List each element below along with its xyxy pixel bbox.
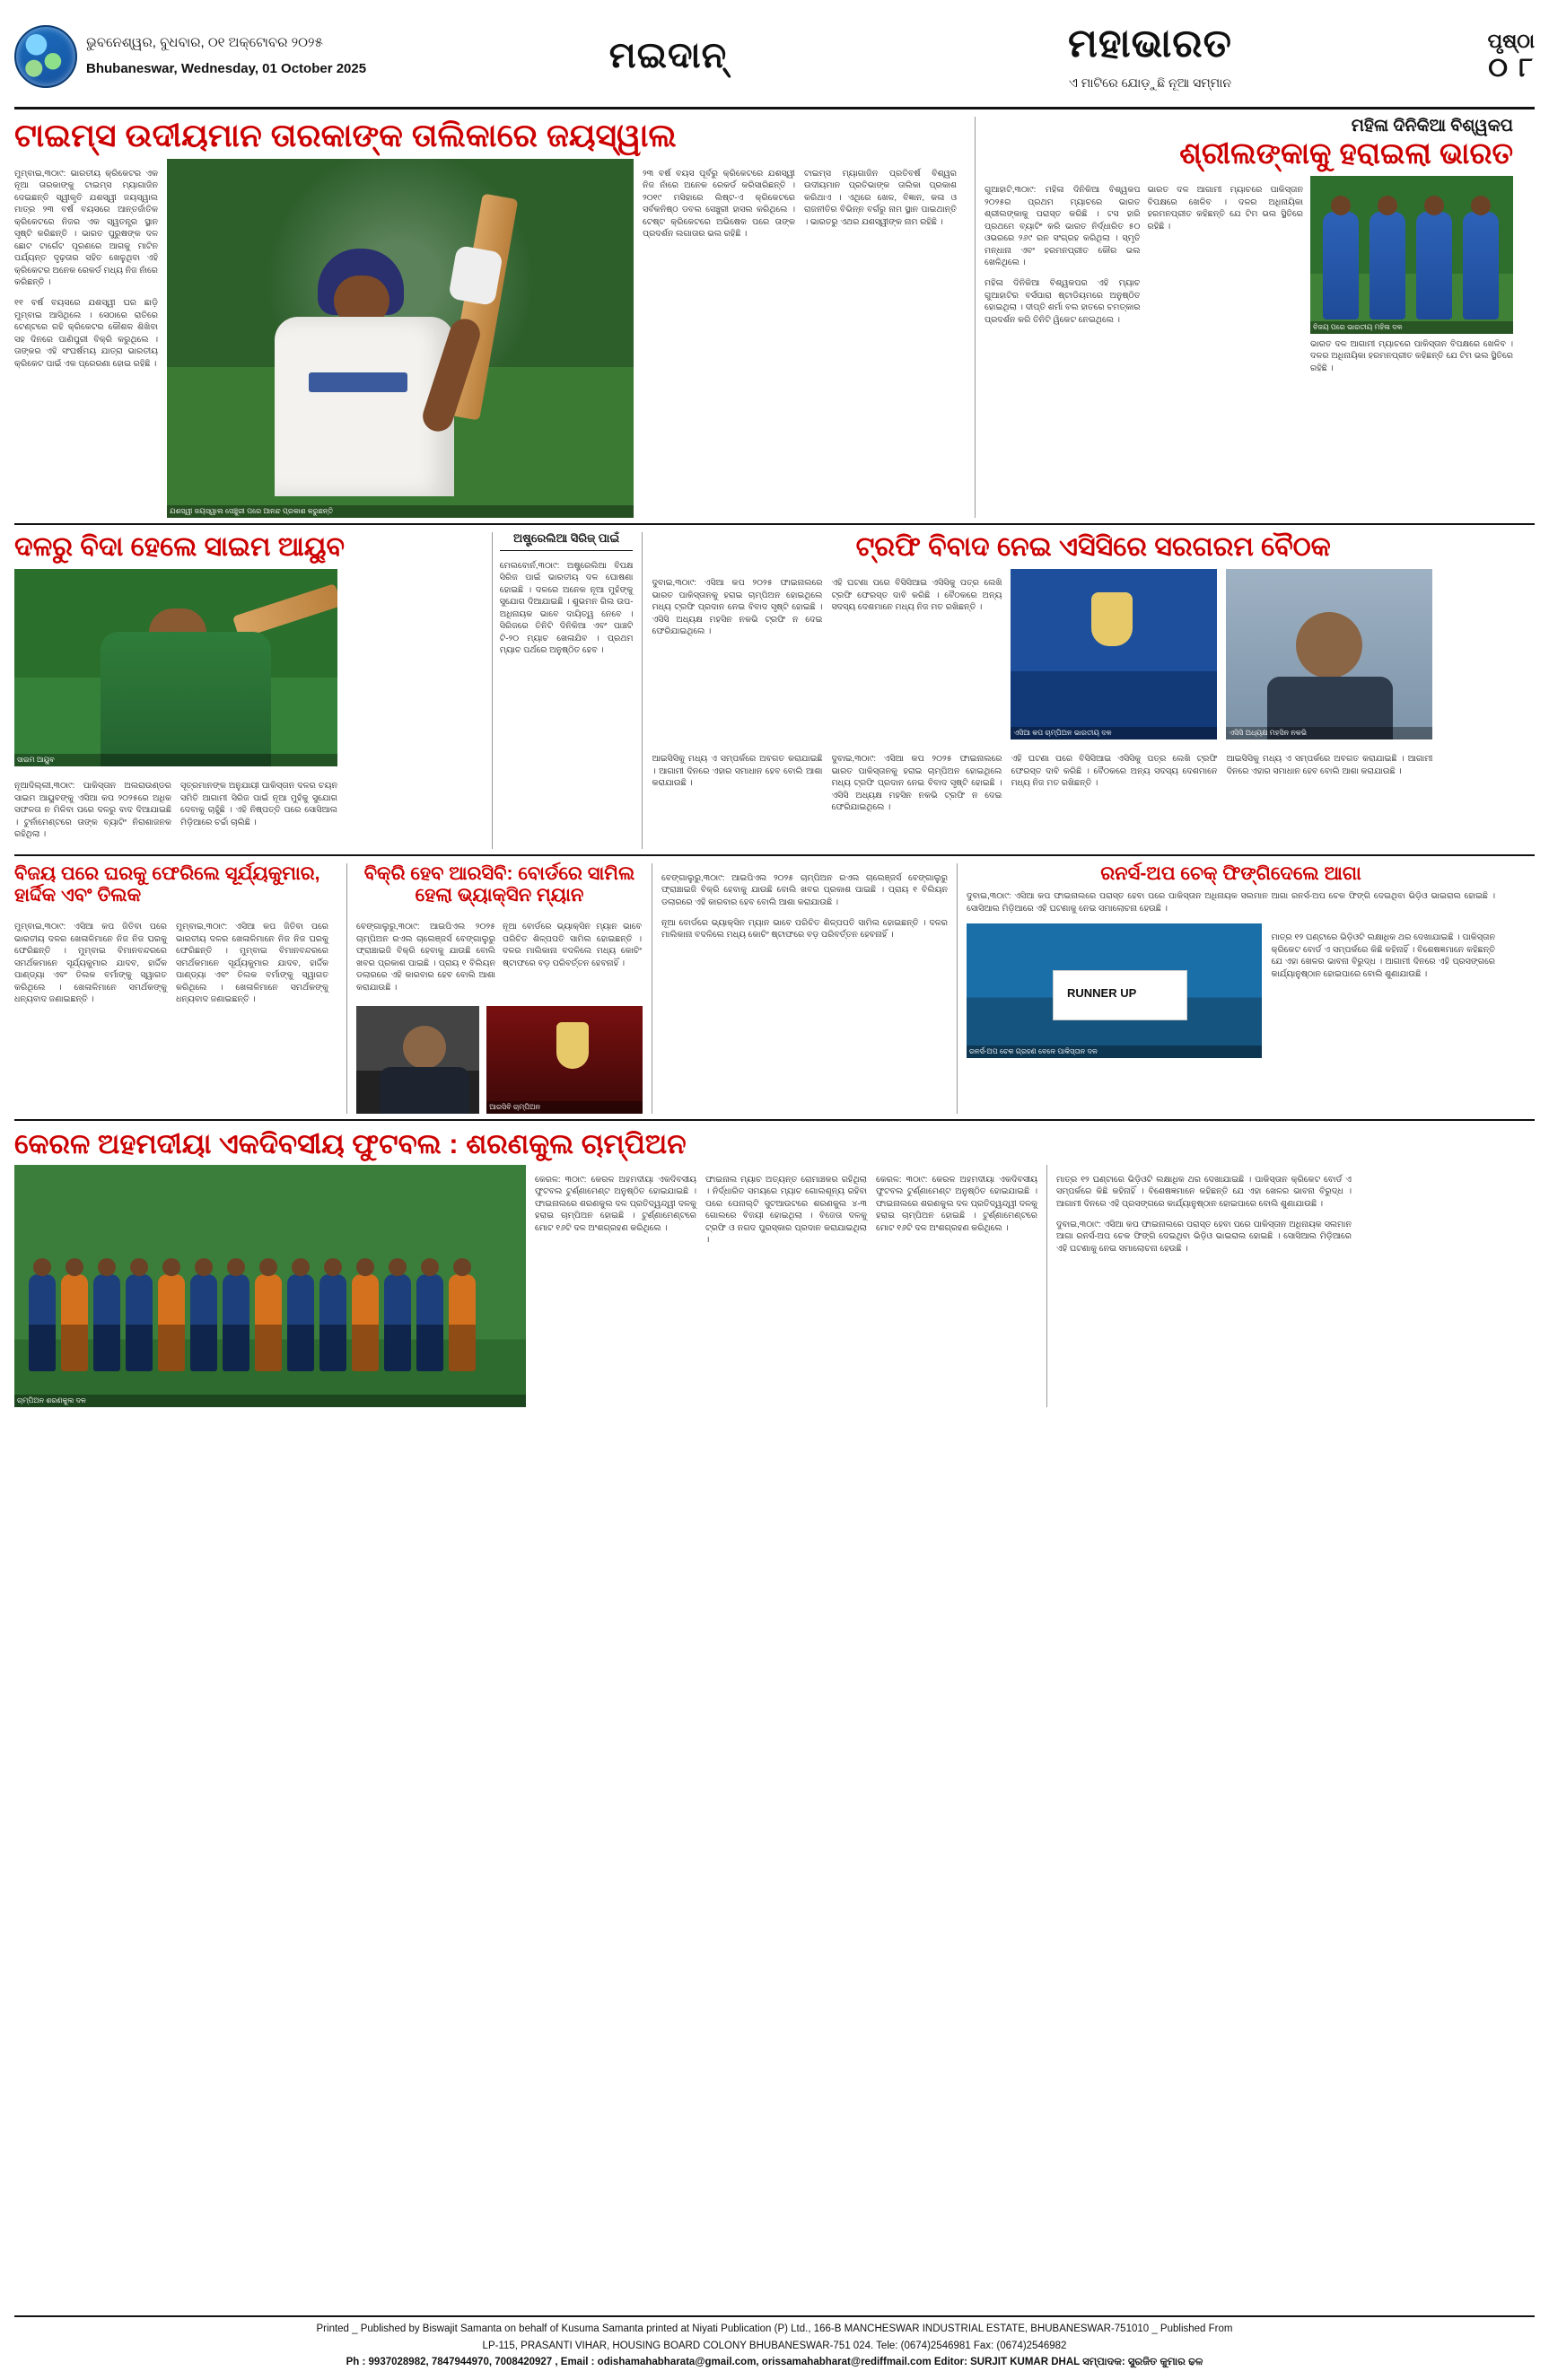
aus-series-body: ମେଲବୋର୍ନ,୩୦ା୯: ଅଷ୍ଟ୍ରେଲିଆ ବିପକ୍ଷ ସିରିଜ ପାଇଁ ଭାରତୀୟ ଦଳ ଘୋଷଣା ହୋଇଛି । ଦଳରେ ଅନେକ ନୂଆ ମୁହଁଙ୍କୁ ସୁଯୋଗ ଦିଆଯାଇଛି । ଶୁଭମନ ଗିଲ ଉପ-ଅଧିନାୟକ ଭାବେ ଦାୟିତ୍ୱ ନେବେ । ସିରିଜରେ ତିନିଟି ଦିନିକିଆ ଏବଂ ପାଞ୍ଚଟି ଟି-୨୦ ମ୍ୟାଚ ଖେଳାଯିବ । ପ୍ରଥମ ମ୍ୟାଚ ପର୍ଥରେ ଅନୁଷ୍ଠିତ ହେବ । [499,560,634,656]
lead-body [14,159,966,518]
women-wc-story [975,117,1513,518]
player-shape [93,1274,120,1371]
lead-col-3 [643,159,795,518]
lower-section [14,863,1535,1113]
women-wc-para-2: ମହିଳା ଦିନିକିଆ ବିଶ୍ୱକପର ଏହି ମ୍ୟାଚ ଗୁଆହାଟିର ବର୍ସପାରା ଷ୍ଟାଡିୟମରେ ଅନୁଷ୍ଠିତ ହୋଇଥିଲା । ଦୀପ୍ତି ଶର୍ମା ବଲ ହାତରେ ଚମତ୍କାର ପ୍ରଦର୍ଶନ କରି ତିନିଟି ୱିକେଟ ନେଇଥିଲେ । [985,278,1141,325]
homecoming-body [14,913,337,1014]
publication-date [86,33,366,79]
saim-photo-caption: ସାଇମ ଆୟୁବ [14,754,337,766]
player-shape [126,1274,153,1371]
acc-photo-team-caption: ଏସିଆ କପ ଚାମ୍ପିଅନ ଭାରତୀୟ ଦଳ [1011,727,1217,739]
women-wc-para-1: ଗୁଆହାଟି,୩୦ା୯: ମହିଳା ଦିନିକିଆ ବିଶ୍ୱକପ ୨୦୨୫ର ପ୍ରଥମ ମ୍ୟାଚରେ ଭାରତ ଶ୍ରୀଲଙ୍କାକୁ ପରାସ୍ତ କରିଛି । ଟସ ହାରି ପ୍ରଥମେ ବ୍ୟାଟିଂ କରି ଭାରତ ନିର୍ଦ୍ଧାରିତ ୫୦ ଓଭରରେ ୨୬୯ ରନ ସଂଗ୍ରହ କରିଥିଲା । ସ୍ମୃତି ମନ୍ଧାନା ଏବଂ ହରମନପ୍ରୀତ କୌର ଭଲ ଖେଳିଥିଲେ । [985,185,1141,268]
player-shape [287,1274,314,1371]
bikri-photos [356,1006,643,1114]
player-shape [352,1274,379,1371]
date-english: Bhubaneswar, Wednesday, 01 October 2025 [86,60,367,76]
homecoming-headline: ବିଜୟ ପରେ ଘରକୁ ଫେରିଲେ ସୂର୍ଯ୍ୟକୁମାର, ହାର୍ଦ୍ଦିକ ଏବଂ ତିଲକ [14,863,320,906]
women-wc-col-1 [985,176,1141,383]
women-wc-body [985,176,1513,383]
football-photo-caption: ଚାମ୍ପିଅନ ଶରଣକୁଲ ଦଳ [14,1395,526,1407]
bikri-col-1 [356,913,495,1002]
middle-section [14,532,1535,849]
runner-continued [1046,1165,1352,1407]
football-para-3: କେରଳ: ୩୦ା୯: କେରଳ ଅହମଦୀୟା ଏକଦିବସୀୟ ଫୁଟବଲ ଟୁର୍ଣ୍ଣାମେଣ୍ଟ ଅନୁଷ୍ଠିତ ହୋଇଯାଇଛି । ଫାଇନାଲରେ ଶରଣକୁଲ ଦଳ ପ୍ରତିଦ୍ୱନ୍ଦ୍ୱୀ ଦଳକୁ ହରାଇ ଚାମ୍ପିଅନ ହୋଇଛି । ଟୁର୍ଣ୍ଣାମେଣ୍ଟରେ ମୋଟ ୧୬ଟି ଦଳ ଅଂଶଗ୍ରହଣ କରିଥିଲେ । [876,1174,1037,1233]
runner-headline: ରନର୍ସ-ଅପ ଚେକ୍ ଫିଙ୍ଗିଦେଲେ ଆଗା [1100,863,1361,885]
bikri-photo-trophy [486,1006,643,1114]
cheque-label: RUNNER UP [1067,985,1137,1000]
acc-photo-nakvi-caption: ଏସିସି ଅଧ୍ୟକ୍ଷ ମହସିନ ନକଭି [1226,727,1432,739]
masthead-left [14,9,427,103]
acc-para-5: ଏହି ଘଟଣା ପରେ ବିସିସିଆଇ ଏସିସିକୁ ପତ୍ର ଲେଖି ଟ୍ରଫି ଫେରସ୍ତ ଦାବି କରିଛି । ବୈଠକରେ ଅନ୍ୟ ସଦସ୍ୟ ଦେଶମାନେ ମଧ୍ୟ ନିଜ ମତ ରଖିଛନ୍ତି । [1011,754,1218,789]
saim-para-2: ସୂତ୍ରମାନଙ୍କ ଅନୁଯାୟୀ ପାକିସ୍ତାନ ଦଳର ଚୟନ ସମିତି ଆଗାମୀ ସିରିଜ ପାଇଁ ନୂଆ ମୁହଁକୁ ସୁଯୋଗ ଦେବାକୁ ଚାହୁଁଛି । ଏହି ନିଷ୍ପତ୍ତି ପରେ ସୋସିଆଲ ମିଡ଼ିଆରେ ଚର୍ଚ୍ଚା ଚାଲିଛି । [180,781,337,827]
brand-title: ମହାଭାରତ [1068,22,1232,66]
player-shape [319,1274,346,1371]
runner-para-2: ମାତ୍ର ୧୨ ଘଣ୍ଟାରେ ଭିଡ଼ିଓଟି ଲକ୍ଷାଧିକ ଥର ଦେଖାଯାଇଛି । ପାକିସ୍ତାନ କ୍ରିକେଟ ବୋର୍ଡ ଏ ସମ୍ପର୍କରେ କିଛି କହିନାହିଁ । ବିଶେଷଜ୍ଞମାନେ କହିଛନ୍ତି ଯେ ଏହା ଖେଳର ଭାବନା ବିରୁଦ୍ଧ । ଆଗାମୀ ଦିନରେ ଏହି ପ୍ରସଙ୍ଗରେ କାର୍ଯ୍ୟାନୁଷ୍ଠାନ ହୋଇପାରେ ବୋଲି ଶୁଣାଯାଉଛି । [1271,932,1495,979]
football-para-2: ଫାଇନାଲ ମ୍ୟାଚ ଅତ୍ୟନ୍ତ ରୋମାଞ୍ଚକର ରହିଥିଲା । ନିର୍ଦ୍ଧାରିତ ସମୟରେ ମ୍ୟାଚ ଗୋଲଶୂନ୍ୟ ରହିବା ପରେ ପେନାଲ୍ଟି ସୁଟଆଉଟରେ ଶରଣକୁଲ ୪-୩ ଗୋଲରେ ବିଜୟୀ ହୋଇଥିଲା । ବିଜେତା ଦଳକୁ ଟ୍ରଫି ଓ ନଗଦ ପୁରସ୍କାର ପ୍ରଦାନ କରାଯାଇଥିଲା । [705,1174,867,1246]
acc-col-5 [1011,745,1217,822]
bikri-photo-caption: ଆରସିବି ଚାମ୍ପିଅନ [486,1101,643,1114]
lead-para-1: ମୁମ୍ବାଇ,୩୦ା୯: ଭାରତୀୟ କ୍ରିକେଟର ଏକ ନୂଆ ତାରକାଙ୍କୁ ଟାଇମ୍ସ ମ୍ୟାଗାଜିନ ଦେଇଛନ୍ତି ସ୍ୱୀକୃତି ଯଶସ୍ୱୀ ଜୟସ୍ୱାଲ ମାତ୍ର ୨୩ ବର୍ଷ ବୟସରେ ଆନ୍ତର୍ଜାତିକ କ୍ରିକେଟରେ ନିଜର ଏକ ସ୍ୱତନ୍ତ୍ର ସ୍ଥାନ ସୃଷ୍ଟି କରିଛନ୍ତି । ଭାରତ ପୁରୁଷଙ୍କ ଦଳ ଛୋଟ ଟାର୍ଗେଟ ପୂରଣରେ ଆଗକୁ ମାଟିନ ପର୍ଯ୍ୟନ୍ତ ଦୃଢ଼ତାର ସହିତ ଖେଳୁଥିବା ଏହି କ୍ରିକେଟର ଅନେକ ରେକର୍ଡ ମଧ୍ୟ ନିଜ ନାଁରେ କରିଛନ୍ତି । [14,168,158,288]
player-shape [158,1274,185,1371]
bikri-headline: ବିକ୍ରି ହେବ ଆରସିବି: ବୋର୍ଡରେ ସାମିଲ ହେଲା ଭ୍ୟାକ୍ସିନ ମ୍ୟାନ [363,863,635,906]
face-shape [1296,612,1362,678]
runner-photo-caption: ରନର୍ସ-ଅପ ଚେକ ଗ୍ରହଣ ବେଳେ ପାକିସ୍ତାନ ଦଳ [967,1046,1262,1058]
homecoming-story [14,863,337,1113]
divider-2 [14,854,1535,856]
page-number-block [1391,9,1535,103]
acc-para-6: ଆଇସିସିକୁ ମଧ୍ୟ ଏ ସମ୍ପର୍କରେ ଅବଗତ କରାଯାଇଛି । ଆଗାମୀ ଦିନରେ ଏହାର ସମାଧାନ ହେବ ବୋଲି ଆଶା କରାଯାଉଛି । [1226,754,1433,776]
divider-3 [14,1119,1535,1121]
lead-headline: ଟାଇମ୍ସ ଉଦୀୟମାନ ତାରକାଙ୍କ ତାଲିକାରେ ଜୟସ୍ୱାଲ [14,117,677,153]
player-shape [449,1274,476,1371]
football-body [14,1165,1535,1407]
football-photo [14,1165,526,1407]
jersey-logo [309,372,407,392]
saim-photo [14,569,337,766]
homecoming-para-2: ମୁମ୍ବାଇ,୩୦ା୯: ଏସିଆ କପ ଜିତିବା ପରେ ଭାରତୀୟ ଦଳର ଖେଳାଳିମାନେ ନିଜ ନିଜ ଘରକୁ ଫେରିଛନ୍ତି । ମୁମ୍ବାଇ ବିମାନବନ୍ଦରରେ ସମର୍ଥକମାନେ ସୂର୍ଯ୍ୟକୁମାର ଯାଦବ, ହାର୍ଦ୍ଦିକ ପାଣ୍ଡ୍ୟା ଏବଂ ତିଲକ ବର୍ମାଙ୍କୁ ସ୍ୱାଗତ କରିଥିଲେ । ଖେଳାଳିମାନେ ସମର୍ଥକଙ୍କୁ ଧନ୍ୟବାଦ ଜଣାଇଛନ୍ତି । [176,922,328,1004]
lead-col-1 [14,159,158,518]
football-story [14,1128,1535,1408]
bikri-story [346,863,643,1113]
acc-bottom [652,745,1535,822]
player-shape [1463,212,1499,319]
bat-shape [232,583,337,639]
homecoming-col-2 [176,913,328,1014]
acc-photo-team [1011,569,1217,739]
bikri-para-2: ନୂଆ ବୋର୍ଡରେ ଭ୍ୟାକ୍ସିନ ମ୍ୟାନ ଭାବେ ପରିଚିତ ଶିଳ୍ପପତି ସାମିଲ ହୋଇଛନ୍ତି । ଦଳର ମାଲିକାନା ବଦଳିଲେ ମଧ୍ୟ କୋଚିଂ ଷ୍ଟାଫରେ ବଡ଼ ପରିବର୍ତ୍ତନ ହେବନାହିଁ । [503,922,642,968]
bikri-col-2 [503,913,642,1002]
footer-line-3: Ph : 9937028982, 7847944970, 7008420927 , Email : odishamahabharata@gmail.com, orissamahabharat@rediffmail.com Editor: SURJIT KUMAR DHAL ସମ୍ପାଦକ: ସୁରଜିତ କୁମାର ଢଳ [346,2357,1203,2368]
lead-col-4 [804,159,957,518]
lead-para-2: ୧୧ ବର୍ଷ ବୟସରେ ଯଶସ୍ୱୀ ଘର ଛାଡ଼ି ମୁମ୍ବାଇ ଆସିଥିଲେ । ସେଠାରେ ରାତିରେ ଟେଣ୍ଟରେ ରହି କ୍ରିକେଟର କୌଶଳ ଶିଖିବା ସହ ଦିନରେ ପାଣିପୁରୀ ବିକ୍ରି କରୁଥିଲେ । ତାଙ୍କର ଏହି ସଂଘର୍ଷମୟ ଯାତ୍ରା ଭାରତୀୟ କ୍ରିକେଟ ପାଇଁ ଏକ ପ୍ରେରଣା ହୋଇ ରହିଛି । [14,298,158,369]
acc-col-3 [652,745,822,822]
trophy-shape [1091,592,1133,646]
suit-shape [380,1067,469,1114]
player-head-shape [1378,196,1397,215]
bikri-extra-col [652,863,948,1113]
page-number: ୦ ୮ [1488,52,1535,83]
bikri-photo-owner [356,1006,479,1114]
player-shape [1323,212,1359,319]
runner-para-1: ଦୁବାଇ,୩୦ା୯: ଏସିଆ କପ ଫାଇନାଲରେ ପରାସ୍ତ ହେବା ପରେ ପାକିସ୍ତାନ ଅଧିନାୟକ ସଲମାନ ଆଗା ରନର୍ସ-ଅପ ଚେକ ଫିଙ୍ଗି ଦେଇଥିବା ଭିଡ଼ିଓ ଭାଇରାଲ ହୋଇଛି । ସୋସିଆଲ ମିଡ଼ିଆରେ ଏହି ଘଟଣାକୁ ନେଇ ସମାଲୋଚନା ହେଉଛି । [967,891,1495,914]
globe-icon [14,25,77,88]
footer-line-1: Printed _ Published by Biswajit Samanta on behalf of Kusuma Samanta printed at Niyati Publication (P) Ltd., 166-B MANCHESWAR INDUSTRIAL ESTATE, BHUBANESWAR-751010 _ Published From [316,2323,1233,2335]
player-shape [416,1274,443,1371]
homecoming-col-1 [14,913,167,1014]
aus-series-kicker: ଅଷ୍ଟ୍ରେଲିଆ ସିରିଜ୍ ପାଇଁ [513,531,620,546]
acc-photo-nakvi [1226,569,1432,739]
player-head-shape [1424,196,1444,215]
football-col-3 [876,1165,1037,1407]
women-wc-para-4: ଭାରତ ଦଳ ଆଗାମୀ ମ୍ୟାଚରେ ପାକିସ୍ତାନ ବିପକ୍ଷରେ ଖେଳିବ । ଦଳର ଅଧିନାୟିକା ହରମନପ୍ରୀତ କହିଛନ୍ତି ଯେ ଟିମ ଭଲ ସ୍ଥିତିରେ ରହିଛି । [1310,338,1513,373]
lead-story [14,117,966,518]
acc-para-1: ଦୁବାଇ,୩୦ା୯: ଏସିଆ କପ ୨୦୨୫ ଫାଇନାଲରେ ଭାରତ ପାକିସ୍ତାନକୁ ହରାଇ ଚାମ୍ପିଅନ ହୋଇଥିଲେ ମଧ୍ୟ ଟ୍ରଫି ପ୍ରଦାନ ନେଇ ବିବାଦ ସୃଷ୍ଟି ହୋଇଛି । ଏସିସି ଅଧ୍ୟକ୍ଷ ମହସିନ ନକଭି ଟ୍ରଫି ନ ଦେଇ ଫେରିଯାଇଥିଲେ । [652,578,823,637]
aus-series-story [492,532,634,849]
acc-para-4: ଦୁବାଇ,୩୦ା୯: ଏସିଆ କପ ୨୦୨୫ ଫାଇନାଲରେ ଭାରତ ପାକିସ୍ତାନକୁ ହରାଇ ଚାମ୍ପିଅନ ହୋଇଥିଲେ ମଧ୍ୟ ଟ୍ରଫି ପ୍ରଦାନ ନେଇ ବିବାଦ ସୃଷ୍ଟି ହୋଇଛି । ଏସିସି ଅଧ୍ୟକ୍ଷ ମହସିନ ନକଭି ଟ୍ରଫି ନ ଦେଇ ଫେରିଯାଇଥିଲେ । [831,754,1002,813]
lead-photo-caption: ଯଶସ୍ୱୀ ଜୟସ୍ୱାଲ ସେଞ୍ଚୁରୀ ପରେ ଆନନ୍ଦ ପ୍ରକାଶ କରୁଛନ୍ତି [167,505,634,518]
women-wc-photo [1310,176,1513,334]
women-wc-photo-caption: ବିଜୟ ପରେ ଭାରତୀୟ ମହିଳା ଦଳ [1310,321,1513,334]
acc-col-2 [831,569,1002,739]
masthead [14,9,1535,109]
women-wc-para-3: ଭାରତ ଦଳ ଆଗାମୀ ମ୍ୟାଚରେ ପାକିସ୍ତାନ ବିପକ୍ଷରେ ଖେଳିବ । ଦଳର ଅଧିନାୟିକା ହରମନପ୍ରୀତ କହିଛନ୍ତି ଯେ ଟିମ ଭଲ ସ୍ଥିତିରେ ରହିଛି । [1147,185,1303,232]
page-footer [14,2315,1535,2373]
player-shape [190,1274,217,1371]
acc-para-2: ଏହି ଘଟଣା ପରେ ବିସିସିଆଇ ଏସିସିକୁ ପତ୍ର ଲେଖି ଟ୍ରଫି ଫେରସ୍ତ ଦାବି କରିଛି । ବୈଠକରେ ଅନ୍ୟ ସଦସ୍ୟ ଦେଶମାନେ ମଧ୍ୟ ନିଜ ମତ ରଖିଛନ୍ତି । [831,578,1002,613]
player-head-shape [1331,196,1351,215]
women-wc-kicker: ମହିଳା ଦିନିକିଆ ବିଶ୍ୱକପ [1351,117,1513,136]
runner-col-2 [1271,923,1495,1058]
women-wc-col-2 [1148,176,1304,383]
saim-col-1 [14,772,171,849]
player-shape [1370,212,1405,319]
acc-col-6 [1226,745,1432,822]
jersey-shape [101,632,271,766]
top-section [14,117,1535,518]
player-shape [1416,212,1452,319]
player-shape [61,1274,88,1371]
saim-para-1: ନୂଆଦିଲ୍ଲୀ,୩୦ା୯: ପାକିସ୍ତାନ ଅଲରାଉଣ୍ଡର ସାଇମ ଆୟୁବଙ୍କୁ ଏସିଆ କପ ୨୦୨୫ରେ ଅଧିକ ସଫଳତା ନ ମିଳିବା ପରେ ଦଳରୁ ବାଦ ଦିଆଯାଇଛି । ଟୁର୍ନାମେଣ୍ଟରେ ତାଙ୍କ ବ୍ୟାଟିଂ ନିରାଶାଜନକ ରହିଥିଲା । [14,781,171,840]
page-label: ପୃଷ୍ଠା [1487,29,1535,52]
acc-top [652,569,1535,739]
saim-body [14,772,483,849]
section-name-wrap [427,9,909,103]
homecoming-para-1: ମୁମ୍ବାଇ,୩୦ା୯: ଏସିଆ କପ ଜିତିବା ପରେ ଭାରତୀୟ ଦଳର ଖେଳାଳିମାନେ ନିଜ ନିଜ ଘରକୁ ଫେରିଛନ୍ତି । ମୁମ୍ବାଇ ବିମାନବନ୍ଦରରେ ସମର୍ଥକମାନେ ସୂର୍ଯ୍ୟକୁମାର ଯାଦବ, ହାର୍ଦ୍ଦିକ ପାଣ୍ଡ୍ୟା ଏବଂ ତିଲକ ବର୍ମାଙ୍କୁ ସ୍ୱାଗତ କରିଥିଲେ । ଖେଳାଳିମାନେ ସମର୍ଥକଙ୍କୁ ଧନ୍ୟବାଦ ଜଣାଇଛନ୍ତି । [14,922,167,1004]
lead-photo [167,159,634,518]
player-shape [223,1274,249,1371]
brand-wrap [909,9,1391,103]
team-row [29,1274,476,1371]
acc-para-3: ଆଇସିସିକୁ ମଧ୍ୟ ଏ ସମ୍ପର୍କରେ ଅବଗତ କରାଯାଇଛି । ଆଗାମୀ ଦିନରେ ଏହାର ସମାଧାନ ହେବ ବୋଲି ଆଶା କରାଯାଉଛି । [652,754,823,789]
acc-col-4 [831,745,1002,822]
divider-aus [500,550,634,551]
brand-tagline: ଏ ମାଟିରେ ଯୋଡ଼ୁଛି ନୂଆ ସମ୍ମାନ [1069,75,1231,90]
player-shape [255,1274,282,1371]
runner-para-4: ଦୁବାଇ,୩୦ା୯: ଏସିଆ କପ ଫାଇନାଲରେ ପରାସ୍ତ ହେବା ପରେ ପାକିସ୍ତାନ ଅଧିନାୟକ ସଲମାନ ଆଗା ରନର୍ସ-ଅପ ଚେକ ଫିଙ୍ଗି ଦେଇଥିବା ଭିଡ଼ିଓ ଭାଇରାଲ ହୋଇଛି । ସୋସିଆଲ ମିଡ଼ିଆରେ ଏହି ଘଟଣାକୁ ନେଇ ସମାଲୋଚନା ହେଉଛି । [1056,1219,1352,1254]
face-shape [403,1026,446,1069]
player-head-shape [1471,196,1491,215]
lead-para-4: ଟାଇମ୍ସ ମ୍ୟାଗାଜିନ ପ୍ରତିବର୍ଷ ବିଶ୍ୱର ଉଦୀୟମାନ ପ୍ରତିଭାଙ୍କ ତାଲିକା ପ୍ରକାଶ କରିଥାଏ । ଏଥିରେ ଖେଳ, ବିଜ୍ଞାନ, କଳା ଓ ରାଜନୀତିର ବିଭିନ୍ନ ବର୍ଗରୁ ନାମ ସ୍ଥାନ ପାଇଥାନ୍ତି । ଭାରତରୁ ଏଥର ଯଶସ୍ୱୀଙ୍କ ନାମ ରହିଛି । [804,168,957,227]
bikri-para-3: ବେଙ୍ଗାଲୁରୁ,୩୦ା୯: ଆଇପିଏଲ ୨୦୨୫ ଚାମ୍ପିଅନ ରଏଲ ଚାଲେଞ୍ଜର୍ସ ବେଙ୍ଗାଲୁରୁ ଫ୍ରାଞ୍ଚାଇଜି ବିକ୍ରି ହେବାକୁ ଯାଉଛି ବୋଲି ଖବର ପ୍ରକାଶ ପାଇଛି । ପ୍ରାୟ ୧ ବିଲିୟନ ଡଲାରରେ ଏହି କାରବାର ହେବ ବୋଲି ଆଶା କରାଯାଉଛି । [661,872,948,907]
saim-col-2 [180,772,337,849]
acc-story [642,532,1535,849]
footer-line-2: LP-115, PRASANTI VIHAR, HOUSING BOARD COLONY BHUBANESWAR-751 024. Tele: (0674)2546981 Fax: (0674)2546982 [482,2340,1067,2351]
football-col-2 [705,1165,867,1407]
football-col-1 [535,1165,696,1407]
bikri-para-1: ବେଙ୍ଗାଲୁରୁ,୩୦ା୯: ଆଇପିଏଲ ୨୦୨୫ ଚାମ୍ପିଅନ ରଏଲ ଚାଲେଞ୍ଜର୍ସ ବେଙ୍ଗାଲୁରୁ ଫ୍ରାଞ୍ଚାଇଜି ବିକ୍ରି ହେବାକୁ ଯାଉଛି ବୋଲି ଖବର ପ୍ରକାଶ ପାଇଛି । ପ୍ରାୟ ୧ ବିଲିୟନ ଡଲାରରେ ଏହି କାରବାର ହେବ ବୋଲି ଆଶା କରାଯାଉଛି । [356,922,495,993]
trophy-shape [556,1022,589,1069]
bikri-para-4: ନୂଆ ବୋର୍ଡରେ ଭ୍ୟାକ୍ସିନ ମ୍ୟାନ ଭାବେ ପରିଚିତ ଶିଳ୍ପପତି ସାମିଲ ହୋଇଛନ୍ତି । ଦଳର ମାଲିକାନା ବଦଳିଲେ ମଧ୍ୟ କୋଚିଂ ଷ୍ଟାଫରେ ବଡ଼ ପରିବର୍ତ୍ତନ ହେବନାହିଁ । [661,917,948,941]
acc-col-1 [652,569,822,739]
runner-lower [967,923,1495,1058]
bikri-body [356,913,643,1002]
lead-para-3: ୨୩ ବର୍ଷ ବୟସ ପୂର୍ବରୁ କ୍ରିକେଟରେ ଯଶସ୍ୱୀ ନିଜ ନାଁରେ ଅନେକ ରେକର୍ଡ କରିସାରିଛନ୍ତି । ୨୦୧୯ ମସିହାରେ ଲିଷ୍ଟ-ଏ କ୍ରିକେଟରେ ସର୍ବକନିଷ୍ଠ ଡବଲ ସେଞ୍ଚୁରୀ ହାସଲ କରିଥିଲେ । ଟେଷ୍ଟ କ୍ରିକେଟରେ ଅଭିଷେକ ପରେ ତାଙ୍କ ପ୍ରଦର୍ଶନ ଲଗାତାର ଭଲ ରହିଛି । [643,168,795,240]
divider-1 [14,523,1535,525]
section-name: ମଇଦାନ୍ [608,36,728,75]
runner-photo [967,923,1262,1058]
runner-para-3: ମାତ୍ର ୧୨ ଘଣ୍ଟାରେ ଭିଡ଼ିଓଟି ଲକ୍ଷାଧିକ ଥର ଦେଖାଯାଇଛି । ପାକିସ୍ତାନ କ୍ରିକେଟ ବୋର୍ଡ ଏ ସମ୍ପର୍କରେ କିଛି କହିନାହିଁ । ବିଶେଷଜ୍ଞମାନେ କହିଛନ୍ତି ଯେ ଏହା ଖେଳର ଭାବନା ବିରୁଦ୍ଧ । ଆଗାମୀ ଦିନରେ ଏହି ପ୍ରସଙ୍ଗରେ କାର୍ଯ୍ୟାନୁଷ୍ଠାନ ହୋଇପାରେ ବୋଲି ଶୁଣାଯାଉଛି । [1056,1174,1352,1209]
runner-story [957,863,1495,1113]
player-shape [29,1274,56,1371]
saim-story [14,532,483,849]
football-headline: କେରଳ ଅହମଦୀୟା ଏକଦିବସୀୟ ଫୁଟବଲ : ଶରଣକୁଲ ଚାମ୍ପିଅନ [14,1127,687,1159]
glove-shape [448,245,503,306]
player-shape [384,1274,411,1371]
acc-headline: ଟ୍ରଫି ବିବାଦ ନେଇ ଏସିସିରେ ସରଗରମ ବୈଠକ [855,532,1331,563]
women-wc-right [1310,176,1513,383]
football-para-1: କେରଳ: ୩୦ା୯: କେରଳ ଅହମଦୀୟା ଏକଦିବସୀୟ ଫୁଟବଲ ଟୁର୍ଣ୍ଣାମେଣ୍ଟ ଅନୁଷ୍ଠିତ ହୋଇଯାଇଛି । ଫାଇନାଲରେ ଶରଣକୁଲ ଦଳ ପ୍ରତିଦ୍ୱନ୍ଦ୍ୱୀ ଦଳକୁ ହରାଇ ଚାମ୍ପିଅନ ହୋଇଛି । ଟୁର୍ଣ୍ଣାମେଣ୍ଟରେ ମୋଟ ୧୬ଟି ଦଳ ଅଂଶଗ୍ରହଣ କରିଥିଲେ । [535,1174,696,1233]
women-wc-headline: ଶ୍ରୀଲଙ୍କାକୁ ହରାଇଲା ଭାରତ [1179,136,1513,170]
date-odia: ଭୁବନେଶ୍ୱର, ବୁଧବାର, ୦୧ ଅକ୍ଟୋବର ୨୦୨୫ [86,35,323,50]
saim-headline: ଦଳରୁ ବିଦା ହେଲେ ସାଇମ ଆୟୁବ [14,532,346,563]
